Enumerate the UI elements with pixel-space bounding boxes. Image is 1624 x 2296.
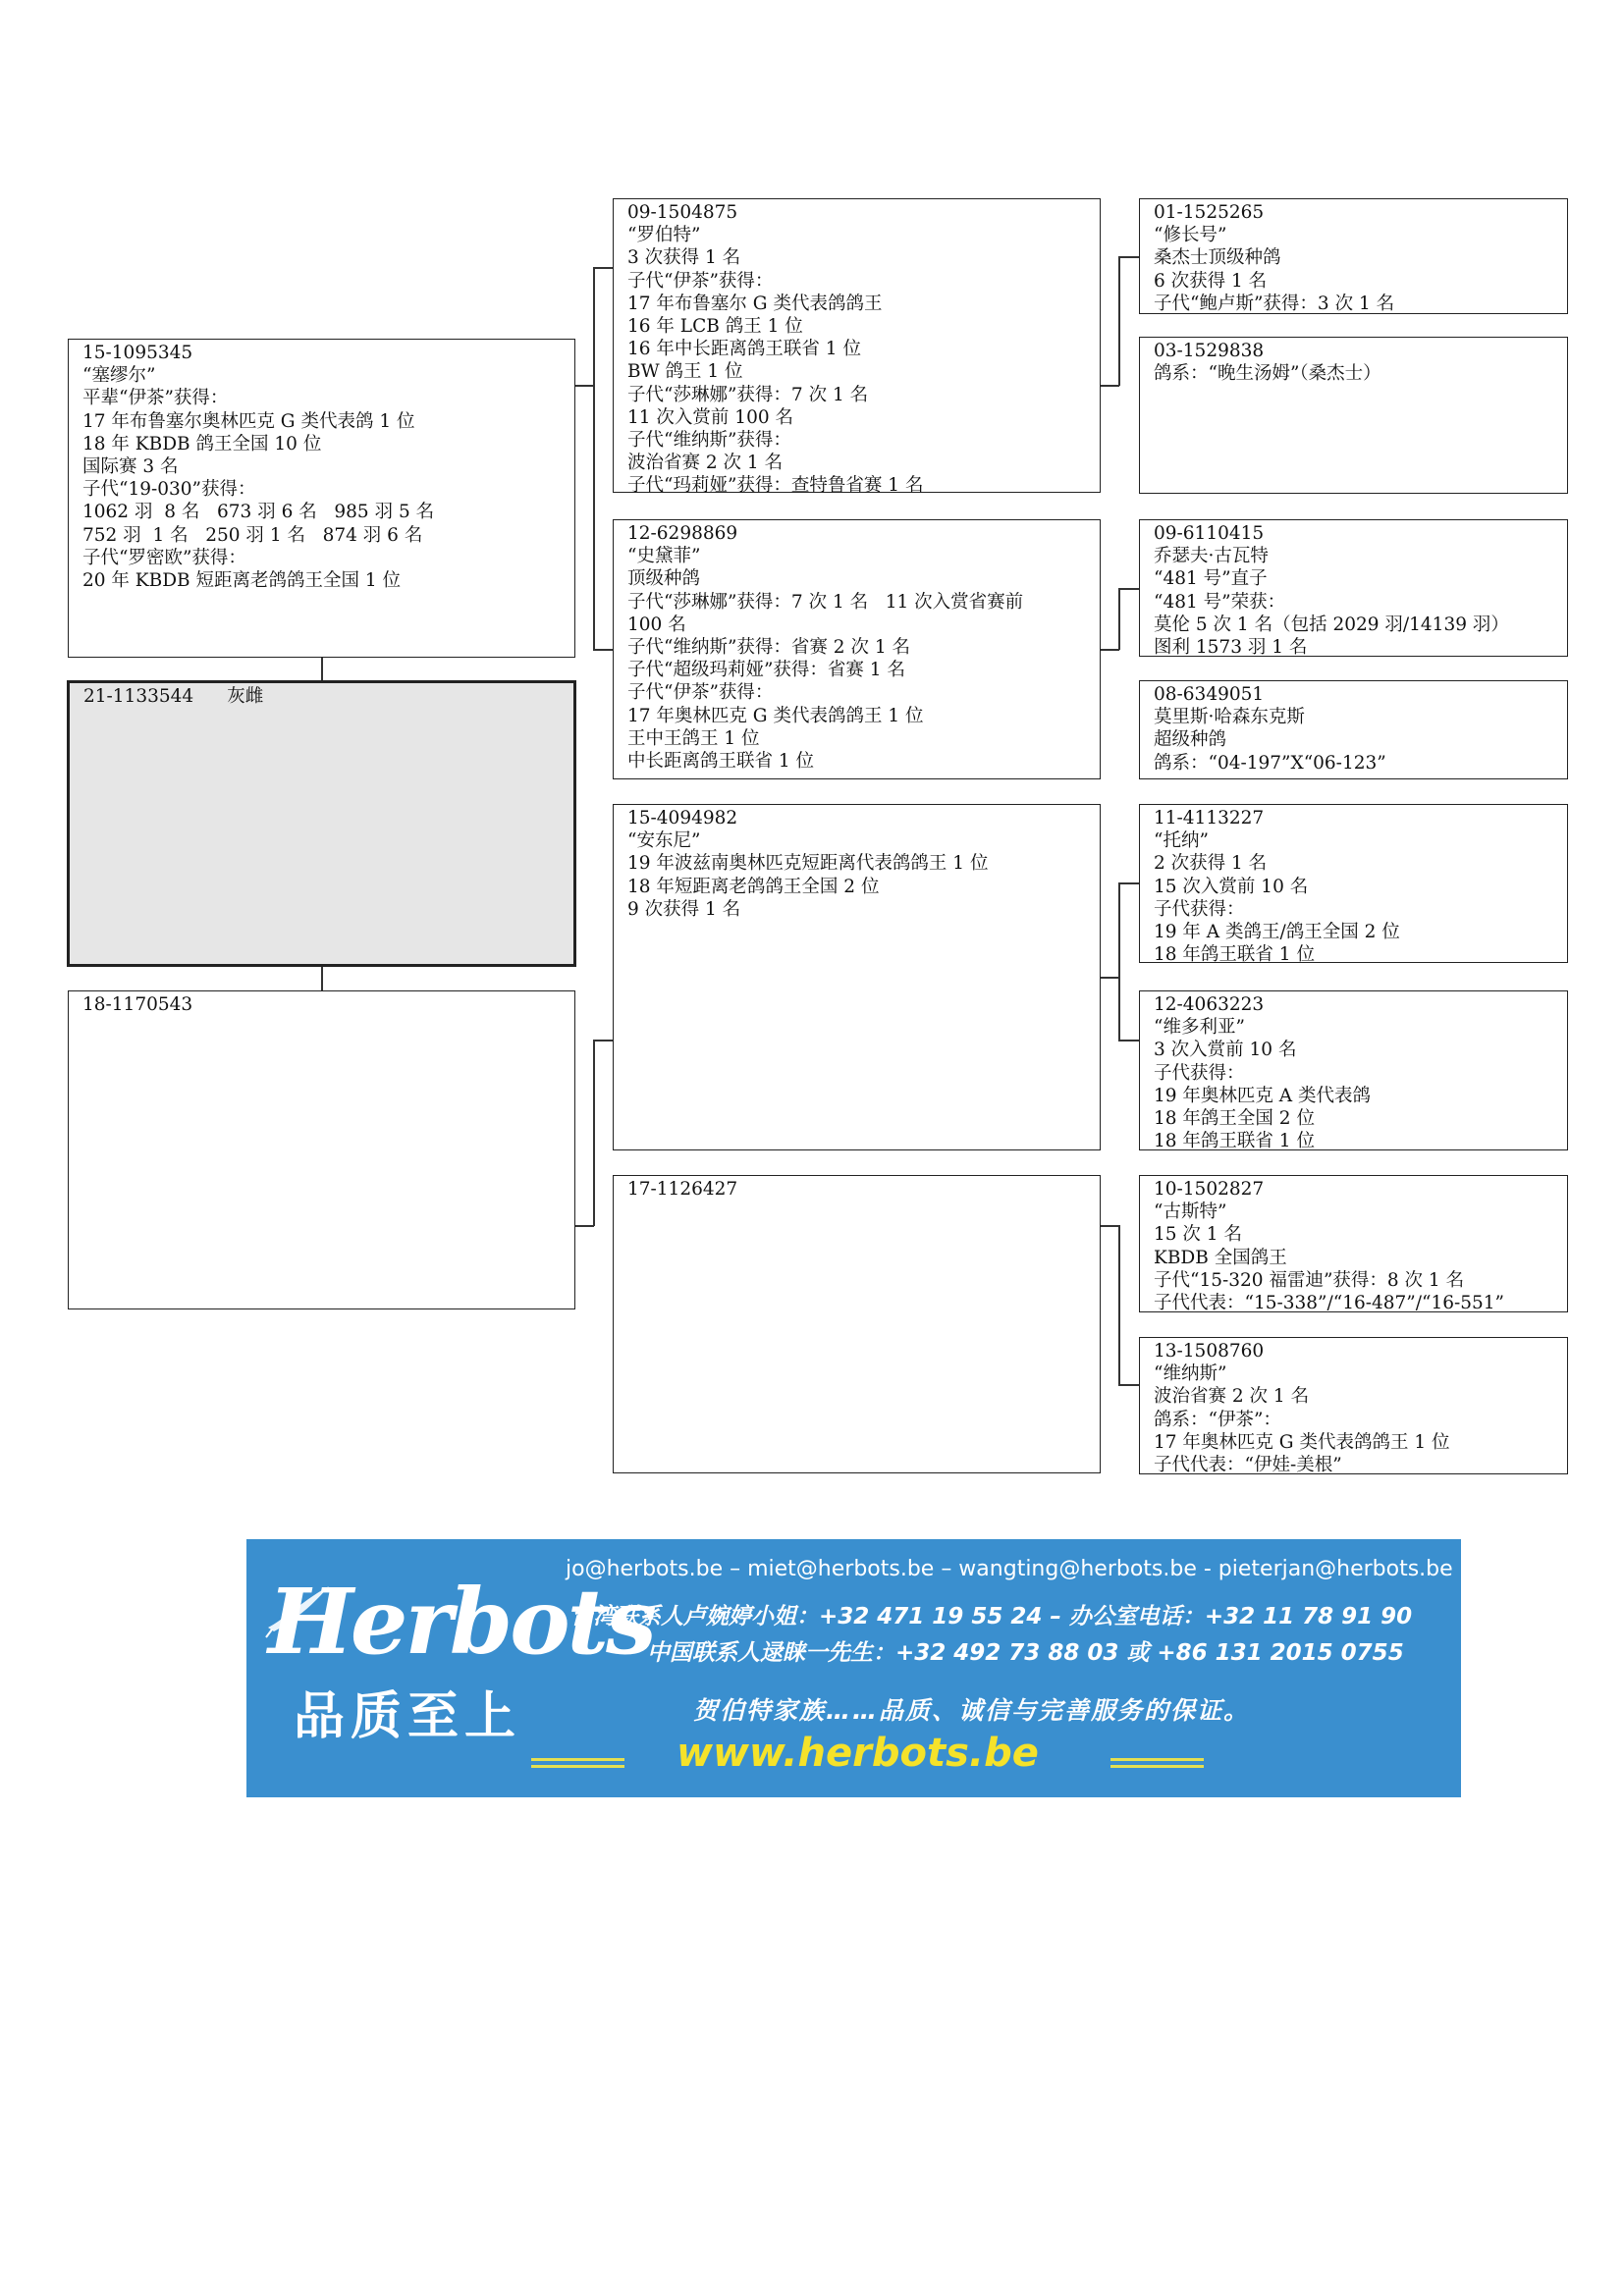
record-line: “安东尼” <box>627 830 701 852</box>
record-line: 中长距离鸽王联省 1 位 <box>627 751 815 773</box>
record-line: “维纳斯” <box>1154 1363 1227 1385</box>
gen4-card-5 <box>1139 804 1568 966</box>
record-line: KBDB 全国鸽王 <box>1154 1247 1287 1268</box>
record-line: 波治省赛 2 次 1 名 <box>1154 1386 1310 1408</box>
record-line: 子代“伊茶”获得： <box>627 682 774 704</box>
ring-number: 13-1508760 <box>1154 1341 1265 1362</box>
record-line: 桑杰士顶级种鸽 <box>1154 247 1281 269</box>
connector-to-g4-3 <box>1118 588 1139 590</box>
record-line: 11 次入赏前 100 名 <box>627 406 793 428</box>
record-line: 15 次 1 名 <box>1154 1224 1242 1246</box>
record-line: 15 次入赏前 10 名 <box>1154 876 1309 897</box>
record-line: BW 鸽王 1 位 <box>627 361 743 383</box>
connector-dd-bracket <box>1118 1225 1120 1385</box>
record-line: 子代“19-030”获得： <box>82 479 256 501</box>
record-line: 16 年中长距离鸽王联省 1 位 <box>627 339 861 360</box>
herbots-logo: Herbots <box>268 1569 654 1675</box>
record-line: 18 年鸽王联省 1 位 <box>1154 944 1315 966</box>
record-line: 18 年 KBDB 鸽王全国 10 位 <box>82 433 322 454</box>
record-line: 子代获得： <box>1154 1062 1245 1084</box>
record-line: “481 号”荣获： <box>1154 591 1286 613</box>
connector-sire-subject <box>321 658 323 680</box>
ring-number: 01-1525265 <box>1154 202 1265 223</box>
record-line: 17 年布鲁塞尔奥林匹克 G 类代表鸽 1 位 <box>82 410 415 432</box>
record-line: 子代“超级玛莉娅”获得：省赛 1 名 <box>627 660 905 681</box>
record-line: 19 年 A 类鸽王/鸽王全国 2 位 <box>1154 922 1400 943</box>
record-line: 子代“15-320 福雷迪”获得：8 次 1 名 <box>1154 1269 1465 1291</box>
record-line: 18 年鸽王联省 1 位 <box>1154 1131 1315 1152</box>
record-line: 3 次入赏前 10 名 <box>1154 1040 1297 1061</box>
record-line: 子代代表：“15-338”/“16-487”/“16-551” <box>1154 1293 1505 1314</box>
record-line: 鸽系：“伊茶”： <box>1154 1409 1281 1430</box>
sire-dam-card <box>613 519 1101 779</box>
record-line: 子代“维纳斯”获得： <box>627 430 791 452</box>
record-line: 6 次获得 1 名 <box>1154 270 1268 292</box>
decorative-dash-left <box>531 1758 624 1761</box>
record-line: 子代“罗密欧”获得： <box>82 547 246 568</box>
ring-number: 03-1529838 <box>1154 341 1265 361</box>
record-line: 17 年奥林匹克 G 类代表鸽鸽王 1 位 <box>1154 1431 1450 1453</box>
ring-number: 15-1095345 <box>82 343 193 363</box>
connector-to-g4-6 <box>1118 1040 1139 1041</box>
record-line: 子代“伊茶”获得： <box>627 270 774 292</box>
ring-number: 17-1126427 <box>627 1179 738 1200</box>
gen4-card-2 <box>1139 337 1568 494</box>
record-line: 子代“莎琳娜”获得：7 次 1 名 <box>627 384 869 405</box>
connector-sd-out <box>1101 649 1119 651</box>
decorative-dash-right-2 <box>1110 1765 1204 1768</box>
subject-card <box>67 680 576 967</box>
gen4-card-7 <box>1139 1175 1568 1312</box>
record-line: 100 名 <box>627 614 686 635</box>
subject-color: 灰雌 <box>227 686 264 707</box>
record-line: 国际赛 3 名 <box>82 456 179 478</box>
ring-number: 12-4063223 <box>1154 994 1265 1015</box>
record-line: 莫伦 5 次 1 名（包括 2029 羽/14139 羽） <box>1154 614 1509 635</box>
connector-to-sire-dam <box>593 649 613 651</box>
connector-to-g4-1 <box>1118 256 1139 258</box>
record-line: 9 次获得 1 名 <box>627 898 741 920</box>
dam-sire-card <box>613 804 1101 1150</box>
connector-to-g4-8 <box>1118 1384 1139 1386</box>
gen4-card-8 <box>1139 1337 1568 1474</box>
connector-sd-bracket <box>1118 588 1120 650</box>
ring-number: 10-1502827 <box>1154 1179 1265 1200</box>
website-link[interactable]: www.herbots.be <box>677 1731 1039 1776</box>
record-line: “史黛菲” <box>627 546 701 567</box>
record-line: 乔瑟夫·古瓦特 <box>1154 546 1269 567</box>
sire-sire-card <box>613 198 1101 497</box>
ring-number: 08-6349051 <box>1154 684 1265 705</box>
record-line: 超级种鸽 <box>1154 729 1227 751</box>
taiwan-contact: 台湾联系人卢婉婷小姐：+32 471 19 55 24 – 办公室电话：+32 11 78 91 90 <box>570 1604 1413 1629</box>
slogan: 品质至上 <box>294 1687 522 1746</box>
record-line: 鸽系：“晚生汤姆”（桑杰士） <box>1154 363 1381 385</box>
record-line: 3 次获得 1 名 <box>627 247 741 269</box>
record-line: 19 年波兹南奥林匹克短距离代表鸽鸽王 1 位 <box>627 853 989 875</box>
record-line: 2 次获得 1 名 <box>1154 853 1268 875</box>
record-line: 18 年鸽王全国 2 位 <box>1154 1108 1315 1130</box>
gen4-card-3 <box>1139 519 1568 657</box>
record-line: 1062 羽 8 名 673 羽 6 名 985 羽 5 名 <box>82 502 435 523</box>
record-line: 子代“玛莉娅”获得：查特鲁省赛 1 名 <box>627 475 924 497</box>
connector-subject-dam <box>321 967 323 990</box>
connector-ss-bracket <box>1118 256 1120 386</box>
connector-ds-out <box>1101 977 1119 979</box>
ring-number: 12-6298869 <box>627 523 738 544</box>
record-line: 752 羽 1 名 250 羽 1 名 874 羽 6 名 <box>82 524 423 546</box>
record-line: 子代“鲍卢斯”获得：3 次 1 名 <box>1154 293 1395 314</box>
record-line: “481 号”直子 <box>1154 568 1268 590</box>
connector-dam-out <box>575 1225 594 1227</box>
tagline: 贺伯特家族……品质、诚信与完善服务的保证。 <box>693 1696 1251 1725</box>
dam-card <box>68 990 575 1309</box>
ring-number: 18-1170543 <box>82 994 193 1015</box>
record-line: “古斯特” <box>1154 1201 1227 1223</box>
record-line: 子代代表：“伊娃-美根” <box>1154 1455 1342 1476</box>
connector-ds-bracket <box>1118 882 1120 1041</box>
record-line: 鸽系：“04-197”X“06-123” <box>1154 752 1386 774</box>
dam-dam-card <box>613 1175 1101 1473</box>
connector-dam-bracket <box>593 1040 595 1226</box>
decorative-dash-right <box>1110 1758 1204 1761</box>
ring-number: 09-6110415 <box>1154 523 1265 544</box>
connector-sire-out <box>575 385 594 387</box>
record-line: 17 年布鲁塞尔 G 类代表鸽鸽王 <box>627 293 883 314</box>
record-line: 王中王鸽王 1 位 <box>627 727 760 749</box>
gen4-card-4 <box>1139 680 1568 779</box>
email-contacts[interactable]: jo@herbots.be – miet@herbots.be – wangting@herbots.be - pieterjan@herbots.be <box>566 1557 1453 1581</box>
connector-to-g4-5 <box>1118 882 1139 884</box>
connector-ss-out <box>1101 385 1119 387</box>
record-line: 18 年短距离老鸽鸽王全国 2 位 <box>627 876 880 897</box>
decorative-dash-left-2 <box>531 1765 624 1768</box>
record-line: “托纳” <box>1154 830 1209 852</box>
record-line: 图利 1573 羽 1 名 <box>1154 637 1308 659</box>
record-line: 波治省赛 2 次 1 名 <box>627 453 784 474</box>
record-line: “维多利亚” <box>1154 1017 1245 1039</box>
gen4-card-6 <box>1139 990 1568 1150</box>
record-line: 平辈“伊茶”获得： <box>82 388 229 409</box>
connector-to-sire-sire <box>593 267 613 269</box>
connector-dd-out <box>1101 1225 1119 1227</box>
record-line: 子代“维纳斯”获得：省赛 2 次 1 名 <box>627 637 910 659</box>
record-line: 子代获得： <box>1154 898 1245 920</box>
china-contact: 中国联系人逯睐一先生：+32 492 73 88 03 或 +86 131 2015 0755 <box>647 1640 1404 1666</box>
record-line: 17 年奥林匹克 G 类代表鸽鸽王 1 位 <box>627 705 924 726</box>
connector-to-dam-sire <box>593 1040 613 1041</box>
record-line: 19 年奥林匹克 A 类代表鸽 <box>1154 1085 1372 1106</box>
connector-sire-bracket <box>593 267 595 650</box>
record-line: 莫里斯·哈森东克斯 <box>1154 707 1305 728</box>
subject-ring: 21-1133544 <box>83 686 194 707</box>
record-line: 顶级种鸽 <box>627 568 701 590</box>
record-line: “塞缪尔” <box>82 365 156 387</box>
sire-card <box>68 339 575 658</box>
contact-banner <box>246 1539 1461 1797</box>
record-line: 16 年 LCB 鸽王 1 位 <box>627 316 803 338</box>
gen4-card-1 <box>1139 198 1568 314</box>
record-line: “罗伯特” <box>627 225 701 246</box>
ring-number: 09-1504875 <box>627 202 738 223</box>
record-line: 20 年 KBDB 短距离老鸽鸽王全国 1 位 <box>82 570 402 592</box>
ring-number: 15-4094982 <box>627 808 738 828</box>
record-line: 子代“莎琳娜”获得：7 次 1 名 11 次入赏省赛前 <box>627 591 1024 613</box>
record-line: “修长号” <box>1154 225 1227 246</box>
ring-number: 11-4113227 <box>1154 808 1265 828</box>
